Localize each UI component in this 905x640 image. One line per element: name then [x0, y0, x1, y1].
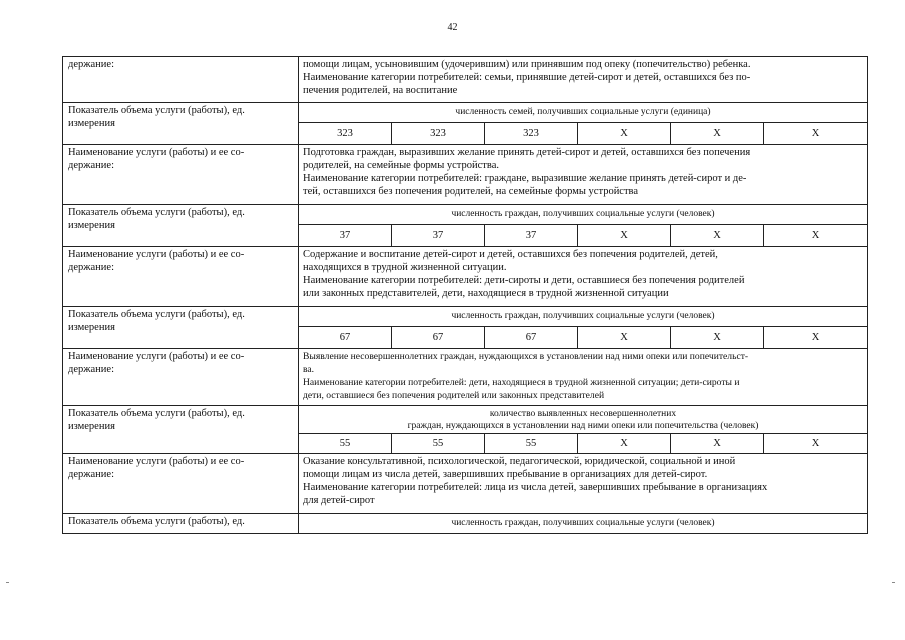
description-line: или законных представителей, дети, находящиеся в трудной жизненной ситуации [303, 288, 669, 299]
services-table [62, 56, 868, 534]
service-name-row [63, 454, 868, 514]
service-description [299, 247, 868, 307]
volume-unit-row [63, 103, 868, 123]
volume-unit: численность граждан, получивших социальные услуги (человек) [299, 205, 868, 225]
value-cell: X [671, 225, 764, 247]
value-cell: X [764, 123, 868, 145]
value-cell: X [764, 434, 868, 454]
description-line: Наименование категории потребителей: дети-сироты и дети, оставшиеся без попечения родителей [303, 275, 745, 286]
description-line: Содержание и воспитание детей-сирот и детей, оставшихся без попечения родителей, детей, [303, 249, 718, 260]
description-line: Наименование категории потребителей: семьи, принявшие детей-сирот и детей, оставшихся без по- [303, 72, 751, 83]
description-line: Подготовка граждан, выразивших желание принять детей-сирот и детей, оставшихся без попечения [303, 147, 751, 158]
description-line: находящихся в трудной жизненной ситуации. [303, 262, 507, 273]
value-cell: X [671, 434, 764, 454]
description-line: ва. [303, 364, 315, 375]
value-cell: 55 [392, 434, 485, 454]
description-line: Оказание консультативной, психологической, педагогической, юридической, социальной и иной [303, 456, 736, 467]
volume-unit-row [63, 406, 868, 434]
volume-unit: количество выявленных несовершеннолетних граждан, нуждающихся в установлении над ними опеки или попечительства (человек) [299, 406, 868, 434]
scan-mark [892, 582, 895, 583]
volume-indicator-label: Показатель объема услуги (работы), ед. измерения [63, 103, 299, 145]
value-cell: 37 [485, 225, 578, 247]
service-name-row [63, 247, 868, 307]
volume-unit-row [63, 307, 868, 327]
value-cell: X [578, 434, 671, 454]
description-line: Наименование категории потребителей: дети, находящиеся в трудной жизненной ситуации; дети-сироты и [303, 377, 740, 388]
value-cell: 323 [299, 123, 392, 145]
value-cell: 67 [299, 327, 392, 349]
service-name-row [63, 145, 868, 205]
description-line: Наименование категории потребителей: лица из числа детей, завершивших пребывание в организациях [303, 482, 768, 493]
volume-indicator-label: Показатель объема услуги (работы), ед. [63, 514, 299, 534]
service-description [299, 145, 868, 205]
volume-indicator-label: Показатель объема услуги (работы), ед. измерения [63, 406, 299, 454]
service-name-row [63, 57, 868, 103]
value-cell: X [671, 123, 764, 145]
description-line: тей, оставшихся без попечения родителей, на семейные формы устройства [303, 186, 639, 197]
value-cell: 323 [485, 123, 578, 145]
volume-indicator-label: Показатель объема услуги (работы), ед. измерения [63, 205, 299, 247]
service-name-label: Наименование услуги (работы) и ее со- держание: [63, 349, 299, 406]
scan-mark [6, 582, 9, 583]
value-cell: 67 [485, 327, 578, 349]
description-line: дети, оставшиеся без попечения родителей или законных представителей [303, 390, 605, 401]
value-cell: 67 [392, 327, 485, 349]
service-description [299, 454, 868, 514]
description-line: Наименование категории потребителей: граждане, выразившие желание принять детей-сирот и де- [303, 173, 747, 184]
value-cell: 323 [392, 123, 485, 145]
volume-unit-row [63, 514, 868, 534]
value-cell: X [764, 327, 868, 349]
value-cell: 55 [485, 434, 578, 454]
value-cell: X [578, 225, 671, 247]
value-cell: 37 [299, 225, 392, 247]
service-description [299, 57, 868, 103]
service-name-label: Наименование услуги (работы) и ее со- держание: [63, 454, 299, 514]
description-line: Выявление несовершеннолетних граждан, нуждающихся в установлении над ними опеки или попечительст- [303, 351, 749, 362]
page-number: 42 [447, 22, 458, 33]
description-line: печения родителей, на воспитание [303, 85, 458, 96]
volume-unit: численность семей, получивших социальные услуги (единица) [299, 103, 868, 123]
value-cell: X [764, 225, 868, 247]
description-line: для детей-сирот [303, 495, 375, 506]
value-cell: X [671, 327, 764, 349]
description-line: родителей, на семейные формы устройства. [303, 160, 499, 171]
volume-unit: численность граждан, получивших социальные услуги (человек) [299, 307, 868, 327]
value-cell: 55 [299, 434, 392, 454]
description-line: помощи лицам, усыновившим (удочерившим) или принявшим под опеку (попечительство) ребенка. [303, 59, 751, 70]
service-name-label: Наименование услуги (работы) и ее со- держание: [63, 247, 299, 307]
value-cell: X [578, 327, 671, 349]
volume-unit: численность граждан, получивших социальные услуги (человек) [299, 514, 868, 534]
volume-unit-row [63, 205, 868, 225]
service-description [299, 349, 868, 406]
service-name-label: держание: [63, 57, 299, 103]
value-cell: X [578, 123, 671, 145]
volume-indicator-label: Показатель объема услуги (работы), ед. измерения [63, 307, 299, 349]
value-cell: 37 [392, 225, 485, 247]
service-name-row [63, 349, 868, 406]
description-line: помощи лицам из числа детей, завершивших пребывание в организациях для детей-сирот. [303, 469, 708, 480]
service-name-label: Наименование услуги (работы) и ее со- держание: [63, 145, 299, 205]
